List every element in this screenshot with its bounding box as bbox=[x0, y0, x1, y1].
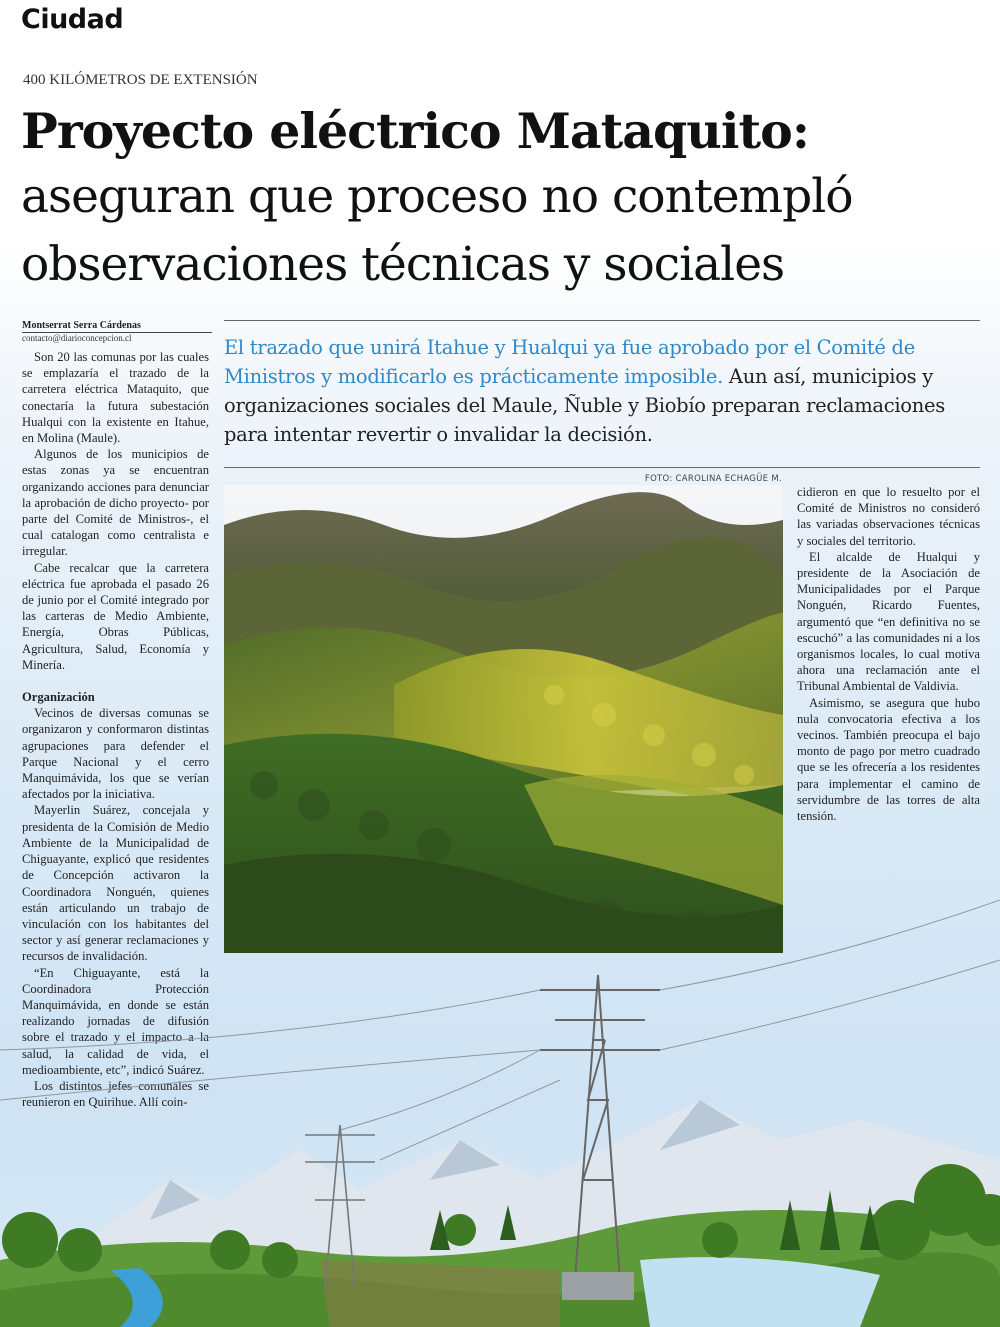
subheading: Organización bbox=[22, 690, 95, 705]
section-tag: Ciudad bbox=[21, 4, 124, 35]
byline bbox=[22, 320, 212, 343]
lead-highlight: El trazado que unirá Itahue y Hualqui ya fue aprobado por el Comité de Ministros y modificarlo es prácticamente imposible. bbox=[224, 336, 915, 388]
paragraph: Mayerlin Suárez, concejala y presidenta de la Comisión de Medio Ambiente de la Municipalidad de Chiguayante, explicó que residentes de Concepción activaron la Coordinadora Nonguén, quienes están articulando un trabajo de vinculación con los habitantes del sector y así generar reclamaciones y recursos de invalidación. bbox=[22, 803, 209, 964]
lead-rest: Aun así, municipios y organizaciones sociales del Maule, Ñuble y Biobío preparan reclamaciones para intentar revertir o invalidar la decisión. bbox=[224, 365, 945, 446]
paragraph: Asimismo, se asegura que hubo nula convocatoria efectiva a los vecinos. También preocupa el bajo monto de pago por metro cuadrado que se les ofrecería a los residentes para implementar el camino de servidumbre de las torres de alta tensión. bbox=[797, 695, 980, 824]
aerial-forest-photo bbox=[224, 485, 783, 953]
headline-line-2: aseguran que proceso no contempló bbox=[21, 169, 853, 224]
kicker: 400 KILÓMETROS DE EXTENSIÓN bbox=[23, 72, 258, 88]
paragraph: Vecinos de diversas comunas se organizaron y conformaron distintas agrupaciones para defender el Parque Nacional y el cerro Manquimávida, los que se verían afectados por la iniciativa. bbox=[22, 706, 209, 802]
author-name: Montserrat Serra Cárdenas bbox=[22, 320, 212, 333]
author-email: contacto@diarioconcepcion.cl bbox=[22, 333, 132, 343]
lead-top-rule bbox=[224, 320, 980, 321]
lead-bottom-rule bbox=[224, 467, 980, 468]
headline-sub bbox=[21, 163, 981, 299]
paragraph: Algunos de los municipios de estas zonas ya se encuentran organizando acciones para denunciar la aprobación de dicho proyecto- por parte del Comité de Ministros-, el cual catalogan como centralista e irregular. bbox=[22, 447, 209, 559]
photo-credit: FOTO: CAROLINA ECHAGÜE M. bbox=[644, 474, 782, 484]
paragraph: Cabe recalcar que la carretera eléctrica fue aprobada el pasado 26 de junio por el Comité integrado por las carteras de Medio Ambiente, Energía, Obras Públicas, Agricultura, Salud, Economía y Minería. bbox=[22, 560, 209, 672]
paragraph-continuation: cidieron en que lo resuelto por el Comité de Ministros no consideró las variadas observaciones técnicas y sociales del territorio. bbox=[797, 485, 980, 548]
forest-hills-image bbox=[224, 485, 783, 953]
paragraph: “En Chiguayante, está la Coordinadora Protección Manquimávida, en donde se están realizando jornadas de difusión sobre el trazado y el impacto a la salud, la calidad de vida, el medioambiente, etc”, indicó Suárez. bbox=[22, 965, 209, 1077]
paragraph: El alcalde de Hualqui y presidente de la Asociación de Municipalidades por el Parque Nonguén, Ricardo Fuentes, argumentó que “en definitiva no se escuchó” a las comunidades ni a los organismos locales, lo cual motiva ahora una reclamación ante el Tribunal Ambiental de Valdivia. bbox=[797, 549, 980, 694]
headline-line-3: observaciones técnicas y sociales bbox=[21, 237, 785, 292]
paragraph: Los distintos jefes comunales se reunieron en Quirihue. Allí coin- bbox=[22, 1078, 209, 1110]
power-towers-mountains-image bbox=[0, 900, 1000, 1327]
body-column-3 bbox=[797, 484, 980, 824]
power-tower-illustration bbox=[0, 900, 1000, 1327]
headline-main: Proyecto eléctrico Mataquito: bbox=[21, 102, 809, 160]
lead-paragraph bbox=[224, 333, 974, 449]
paragraph: Son 20 las comunas por las cuales se emplazaría el trazado de la carretera eléctrica Mataquito, que conectaría la futura subestación Hualqui con la existente en Itahue, en Molina (Maule). bbox=[22, 350, 209, 446]
